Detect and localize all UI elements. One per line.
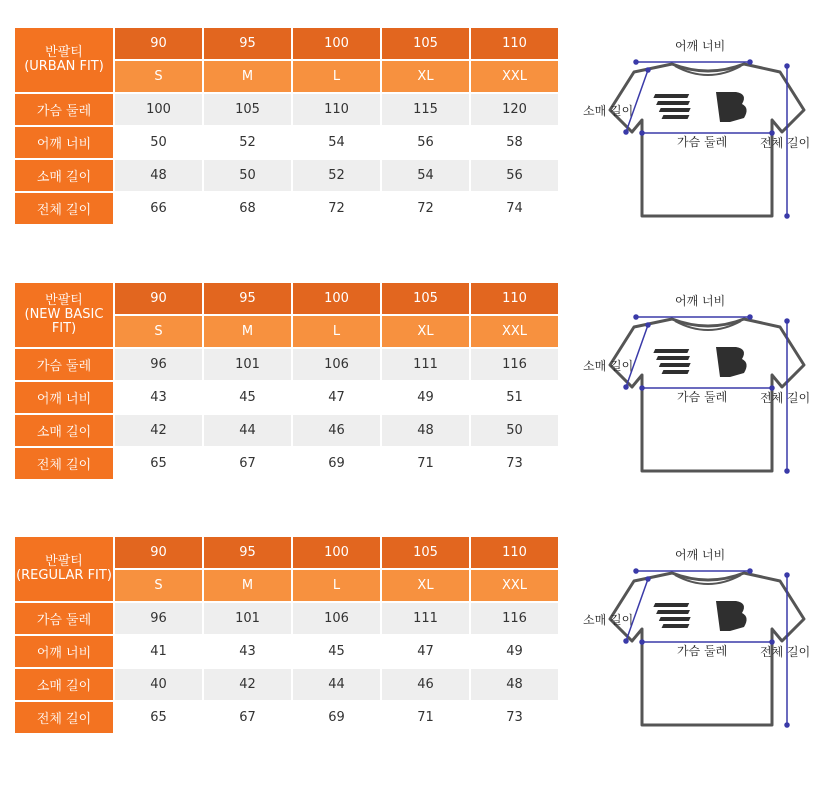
row-label: 가슴 둘레 <box>15 94 113 125</box>
cell-value: 65 <box>115 702 202 733</box>
cell-value: 44 <box>204 415 291 446</box>
row-label: 어깨 너비 <box>15 127 113 158</box>
chest-label: 가슴 둘레 <box>677 644 728 658</box>
cell-value: 54 <box>293 127 380 158</box>
cell-value: 48 <box>471 669 558 700</box>
cell-value: 58 <box>471 127 558 158</box>
row-label: 가슴 둘레 <box>15 349 113 380</box>
row-label: 어깨 너비 <box>15 382 113 413</box>
cell-value: 71 <box>382 448 469 479</box>
cell-value: 67 <box>204 448 291 479</box>
table-row-chest <box>15 603 558 634</box>
cell-value: 48 <box>382 415 469 446</box>
shoulder-width-label: 어깨 너비 <box>675 39 726 53</box>
table-row-length <box>15 702 558 733</box>
tshirt-icon <box>580 28 815 233</box>
size-alpha: M <box>204 316 291 347</box>
table-title <box>15 283 113 347</box>
total-length-label: 전체 길이 <box>760 136 811 150</box>
shoulder-width-label: 어깨 너비 <box>675 294 726 308</box>
cell-value: 96 <box>115 349 202 380</box>
size-table <box>13 535 560 735</box>
title-product: 반팔티 <box>45 293 83 308</box>
chest-label: 가슴 둘레 <box>677 135 728 149</box>
size-section-regular-fit <box>15 537 811 742</box>
title-product: 반팔티 <box>45 45 83 60</box>
cell-value: 50 <box>115 127 202 158</box>
size-num: 95 <box>204 537 291 568</box>
shoulder-width-label: 어깨 너비 <box>675 548 726 562</box>
cell-value: 47 <box>293 382 380 413</box>
cell-value: 43 <box>115 382 202 413</box>
cell-value: 105 <box>204 94 291 125</box>
size-num: 110 <box>471 537 558 568</box>
cell-value: 40 <box>115 669 202 700</box>
cell-value: 106 <box>293 603 380 634</box>
cell-value: 41 <box>115 636 202 667</box>
cell-value: 111 <box>382 349 469 380</box>
row-label: 가슴 둘레 <box>15 603 113 634</box>
cell-value: 69 <box>293 448 380 479</box>
table-row-sleeve <box>15 669 558 700</box>
size-alpha: XL <box>382 61 469 92</box>
measurement-diagram <box>580 283 815 488</box>
row-label: 전체 길이 <box>15 448 113 479</box>
table-row-shoulder <box>15 636 558 667</box>
size-alpha: L <box>293 570 380 601</box>
cell-value: 44 <box>293 669 380 700</box>
table-row-length <box>15 448 558 479</box>
size-alpha: XXL <box>471 570 558 601</box>
cell-value: 52 <box>293 160 380 191</box>
title-fit: (REGULAR FIT) <box>16 568 112 583</box>
cell-value: 45 <box>204 382 291 413</box>
cell-value: 65 <box>115 448 202 479</box>
cell-value: 49 <box>471 636 558 667</box>
size-num: 110 <box>471 283 558 314</box>
cell-value: 74 <box>471 193 558 224</box>
row-label: 소매 길이 <box>15 669 113 700</box>
sleeve-length-label: 소매 길이 <box>583 613 634 627</box>
cell-value: 73 <box>471 448 558 479</box>
size-num: 100 <box>293 537 380 568</box>
total-length-label: 전체 길이 <box>760 645 811 659</box>
table-row-shoulder <box>15 127 558 158</box>
size-num: 90 <box>115 283 202 314</box>
cell-value: 42 <box>115 415 202 446</box>
cell-value: 71 <box>382 702 469 733</box>
size-num: 105 <box>382 537 469 568</box>
tshirt-icon <box>580 283 815 488</box>
cell-value: 96 <box>115 603 202 634</box>
cell-value: 115 <box>382 94 469 125</box>
chest-label: 가슴 둘레 <box>677 390 728 404</box>
cell-value: 50 <box>471 415 558 446</box>
size-alpha: S <box>115 61 202 92</box>
size-num: 95 <box>204 28 291 59</box>
size-num: 105 <box>382 28 469 59</box>
table-row-sleeve <box>15 160 558 191</box>
size-table <box>13 281 560 481</box>
size-alpha: S <box>115 570 202 601</box>
size-table <box>13 26 560 226</box>
size-num: 95 <box>204 283 291 314</box>
cell-value: 50 <box>204 160 291 191</box>
cell-value: 110 <box>293 94 380 125</box>
cell-value: 51 <box>471 382 558 413</box>
cell-value: 48 <box>115 160 202 191</box>
size-alpha: L <box>293 61 380 92</box>
sleeve-length-label: 소매 길이 <box>583 359 634 373</box>
cell-value: 67 <box>204 702 291 733</box>
table-row-sleeve <box>15 415 558 446</box>
size-num: 100 <box>293 283 380 314</box>
table-row-chest <box>15 349 558 380</box>
cell-value: 54 <box>382 160 469 191</box>
cell-value: 111 <box>382 603 469 634</box>
cell-value: 101 <box>204 349 291 380</box>
row-label: 전체 길이 <box>15 702 113 733</box>
table-title <box>15 28 113 92</box>
size-num: 105 <box>382 283 469 314</box>
cell-value: 66 <box>115 193 202 224</box>
size-alpha: L <box>293 316 380 347</box>
cell-value: 120 <box>471 94 558 125</box>
title-fit: (NEW BASIC FIT) <box>24 307 104 336</box>
table-title <box>15 537 113 601</box>
cell-value: 69 <box>293 702 380 733</box>
title-product: 반팔티 <box>45 554 83 569</box>
cell-value: 72 <box>293 193 380 224</box>
cell-value: 56 <box>471 160 558 191</box>
cell-value: 116 <box>471 349 558 380</box>
table-row-length <box>15 193 558 224</box>
size-alpha: XL <box>382 570 469 601</box>
cell-value: 101 <box>204 603 291 634</box>
cell-value: 52 <box>204 127 291 158</box>
total-length-label: 전체 길이 <box>760 391 811 405</box>
size-alpha: XXL <box>471 316 558 347</box>
cell-value: 106 <box>293 349 380 380</box>
row-label: 전체 길이 <box>15 193 113 224</box>
cell-value: 116 <box>471 603 558 634</box>
cell-value: 45 <box>293 636 380 667</box>
row-label: 소매 길이 <box>15 415 113 446</box>
measurement-diagram <box>580 537 815 742</box>
size-num: 90 <box>115 28 202 59</box>
cell-value: 43 <box>204 636 291 667</box>
cell-value: 73 <box>471 702 558 733</box>
sleeve-length-label: 소매 길이 <box>583 104 634 118</box>
size-alpha: XXL <box>471 61 558 92</box>
cell-value: 47 <box>382 636 469 667</box>
size-alpha: XL <box>382 316 469 347</box>
size-num: 100 <box>293 28 380 59</box>
size-alpha: M <box>204 61 291 92</box>
size-section-new-basic-fit <box>15 283 811 488</box>
cell-value: 46 <box>293 415 380 446</box>
size-alpha: M <box>204 570 291 601</box>
table-row-shoulder <box>15 382 558 413</box>
size-num: 110 <box>471 28 558 59</box>
size-alpha: S <box>115 316 202 347</box>
measurement-diagram <box>580 28 815 233</box>
size-num: 90 <box>115 537 202 568</box>
cell-value: 49 <box>382 382 469 413</box>
table-row-chest <box>15 94 558 125</box>
cell-value: 46 <box>382 669 469 700</box>
cell-value: 100 <box>115 94 202 125</box>
row-label: 어깨 너비 <box>15 636 113 667</box>
cell-value: 68 <box>204 193 291 224</box>
size-section-urban-fit <box>15 28 811 233</box>
tshirt-icon <box>580 537 815 742</box>
row-label: 소매 길이 <box>15 160 113 191</box>
cell-value: 56 <box>382 127 469 158</box>
cell-value: 72 <box>382 193 469 224</box>
title-fit: (URBAN FIT) <box>24 59 104 74</box>
cell-value: 42 <box>204 669 291 700</box>
